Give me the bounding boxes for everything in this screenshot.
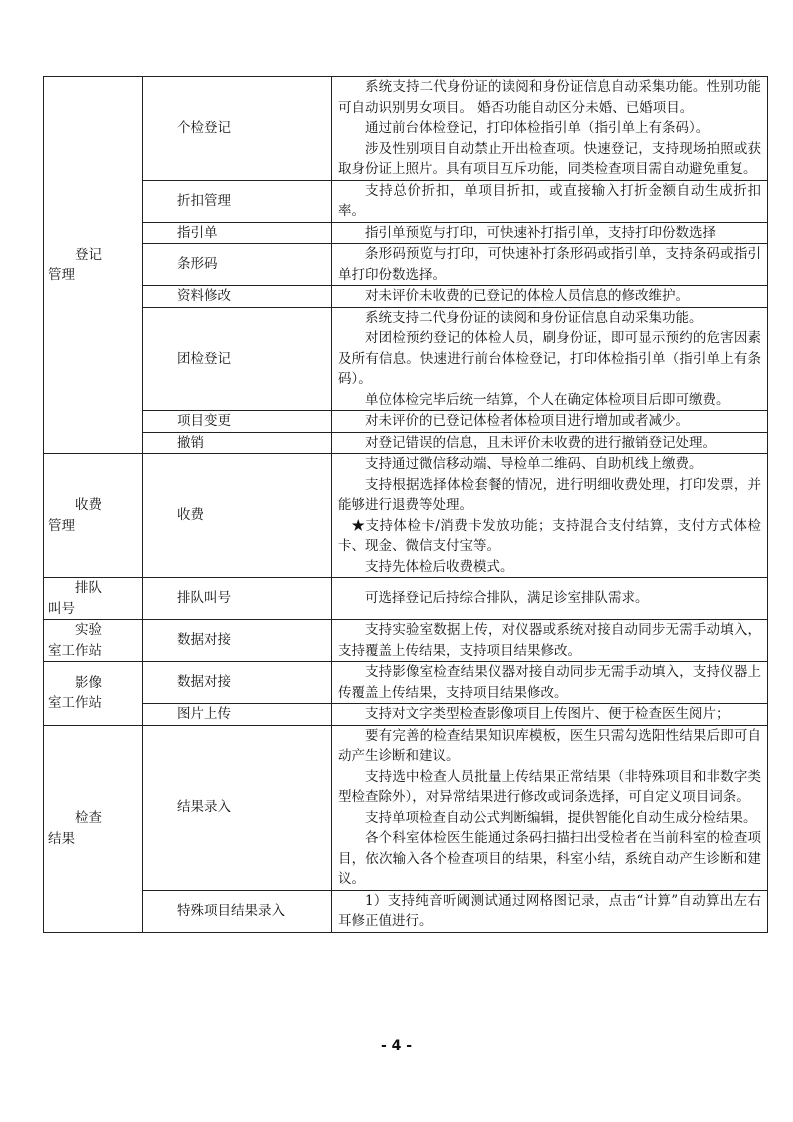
item-cell: 数据对接 — [143, 620, 332, 662]
desc-paragraph: 支持实验室数据上传，对仪器或系统对接自动同步无需手动填入，支持覆盖上传结果，支持项目结果修改。 — [338, 622, 761, 659]
desc-cell — [332, 222, 768, 244]
desc-paragraph: 支持先体检后收费模式。 — [365, 558, 514, 575]
desc-paragraph: 支持影像室检查结果仪器对接自动同步无需手动填入，支持仪器上传覆盖上传结果，支持项目结果修改。 — [338, 664, 761, 701]
desc-cell — [332, 180, 768, 222]
item-cell: 个检登记 — [143, 77, 332, 181]
table-row — [44, 620, 768, 662]
item-cell: 特殊项目结果录入 — [143, 890, 332, 932]
desc-paragraph: 支持根据选择体检套餐的情况，进行明细收费处理，打印发票，并能够进行退费等处理。 — [338, 476, 761, 513]
group-label-line2: 室工作站 — [48, 695, 102, 712]
desc-paragraph: 支持单项检查自动公式判断编辑，提供智能化自动生成分检结果。 — [365, 809, 757, 826]
group-label-line1: 实验 — [75, 622, 102, 638]
item-cell: 折扣管理 — [143, 180, 332, 222]
item-cell: 数据对接 — [143, 662, 332, 704]
desc-cell — [332, 454, 768, 578]
desc-paragraph: 支持通过微信移动端、导检单二维码、自助机线上缴费。 — [365, 456, 703, 472]
desc-cell — [332, 286, 768, 308]
group-cell-results — [44, 725, 143, 932]
desc-paragraph: 涉及性别项目自动禁止开出检查项。快速登记，支持现场拍照或获取身份证上照片。具有项目互斥功能，同类检查项目需自动避免重复。 — [338, 140, 761, 177]
desc-cell — [332, 578, 768, 620]
table-row — [44, 286, 768, 308]
group-label-line1: 影像 — [75, 674, 102, 691]
table-row — [44, 222, 768, 244]
table-row — [44, 578, 768, 620]
desc-cell — [332, 620, 768, 662]
item-cell: 撤销 — [143, 432, 332, 454]
group-label-line1: 登记 — [75, 246, 102, 263]
desc-cell — [332, 725, 768, 890]
table-row — [44, 77, 768, 181]
desc-cell — [332, 432, 768, 454]
group-label-line1: 收费 — [75, 497, 102, 513]
group-label-line1: 检查 — [75, 810, 102, 826]
page-number: - 4 - — [380, 1038, 413, 1054]
spec-table — [43, 76, 768, 933]
item-cell: 排队叫号 — [143, 578, 332, 620]
desc-cell — [332, 704, 768, 726]
group-cell-imaging — [44, 662, 143, 726]
desc-paragraph: 要有完善的检查结果知识库模板，医生只需勾选阳性结果后即可自动产生诊断和建议。 — [338, 727, 761, 764]
desc-paragraph: 各个科室体检医生能通过条码扫描扫出受检者在当前科室的检查项目，依次输入各个检查项目的结果，科室小结，系统自动产生诊断和建议。 — [338, 830, 761, 887]
item-cell: 项目变更 — [143, 411, 332, 433]
group-label-line2: 叫号 — [48, 600, 75, 617]
desc-cell — [332, 77, 768, 181]
table-row — [44, 704, 768, 726]
group-cell-billing — [44, 454, 143, 578]
desc-paragraph: 可选择登记后持综合排队，满足诊室排队需求。 — [365, 590, 649, 607]
item-cell: 收费 — [143, 454, 332, 578]
desc-cell — [332, 890, 768, 932]
desc-paragraph: 对未评价未收费的已登记的体检人员信息的修改维护。 — [365, 288, 689, 304]
table-row — [44, 890, 768, 932]
desc-paragraph: ★支持体检卡/消费卡发放功能；支持混合支付结算，支付方式体检卡、现金、微信支付宝等。 — [338, 517, 761, 554]
desc-paragraph: 对团检预约登记的体检人员，刷身份证，即可显示预约的危害因素及所有信息。快速进行前台体检登记，打印体检指引单（指引单上有条码）。 — [338, 330, 761, 387]
item-cell: 条形码 — [143, 244, 332, 286]
desc-paragraph: 支持总价折扣，单项目折扣，或直接输入打折金额自动生成折扣率。 — [338, 182, 761, 219]
group-label-line2: 管理 — [48, 267, 75, 283]
desc-paragraph: 系统支持二代身份证的读阅和身份证信息自动采集功能。 — [365, 309, 703, 326]
desc-paragraph: 对未评价的已登记体检者体检项目进行增加或者减少。 — [365, 413, 689, 429]
desc-cell — [332, 244, 768, 286]
desc-cell — [332, 662, 768, 704]
desc-paragraph: 通过前台体检登记，打印体检指引单（指引单上有条码）。 — [365, 120, 710, 136]
table-row — [44, 411, 768, 433]
desc-paragraph: 条形码预览与打印，可快速补打条形码或指引单，支持条码或指引单打印份数选择。 — [338, 246, 761, 283]
item-cell: 资料修改 — [143, 286, 332, 308]
table-row — [44, 432, 768, 454]
table-row — [44, 307, 768, 411]
group-label-line2: 室工作站 — [48, 642, 102, 659]
group-cell-registration — [44, 77, 143, 454]
desc-paragraph: 1）支持纯音听阈测试通过网格图记录，点击“计算”自动算出左右耳修正值进行。 — [338, 892, 761, 929]
desc-paragraph: 对登记错误的信息，且未评价未收费的进行撤销登记处理。 — [365, 434, 716, 451]
table-row — [44, 180, 768, 222]
table-row — [44, 244, 768, 286]
desc-cell — [332, 307, 768, 411]
group-label-line1: 排队 — [75, 580, 102, 596]
group-label-line2: 管理 — [48, 517, 75, 534]
item-cell: 指引单 — [143, 222, 332, 244]
table-row — [44, 725, 768, 890]
group-cell-lab — [44, 620, 143, 662]
group-cell-queue — [44, 578, 143, 620]
item-cell: 团检登记 — [143, 307, 332, 411]
desc-paragraph: 支持对文字类型检查影像项目上传图片、便于检查医生阅片； — [365, 706, 730, 722]
desc-paragraph: 指引单预览与打印，可快速补打指引单，支持打印份数选择 — [365, 224, 716, 241]
desc-paragraph: 系统支持二代身份证的读阅和身份证信息自动采集功能。性别功能可自动识别男女项目。 婚否功能自动区分未婚、已婚项目。 — [338, 79, 761, 116]
table-row — [44, 454, 768, 578]
desc-paragraph: 支持选中检查人员批量上传结果正常结果（非特殊项目和非数字类型检查除外），对异常结果进行修改或词条选择，可自定义项目词条。 — [338, 768, 761, 805]
item-cell: 结果录入 — [143, 725, 332, 890]
group-label-line2: 结果 — [48, 830, 75, 847]
desc-cell — [332, 411, 768, 433]
table-row — [44, 662, 768, 704]
desc-paragraph: 单位体检完毕后统一结算，个人在确定体检项目后即可缴费。 — [365, 391, 730, 408]
item-cell: 图片上传 — [143, 704, 332, 726]
